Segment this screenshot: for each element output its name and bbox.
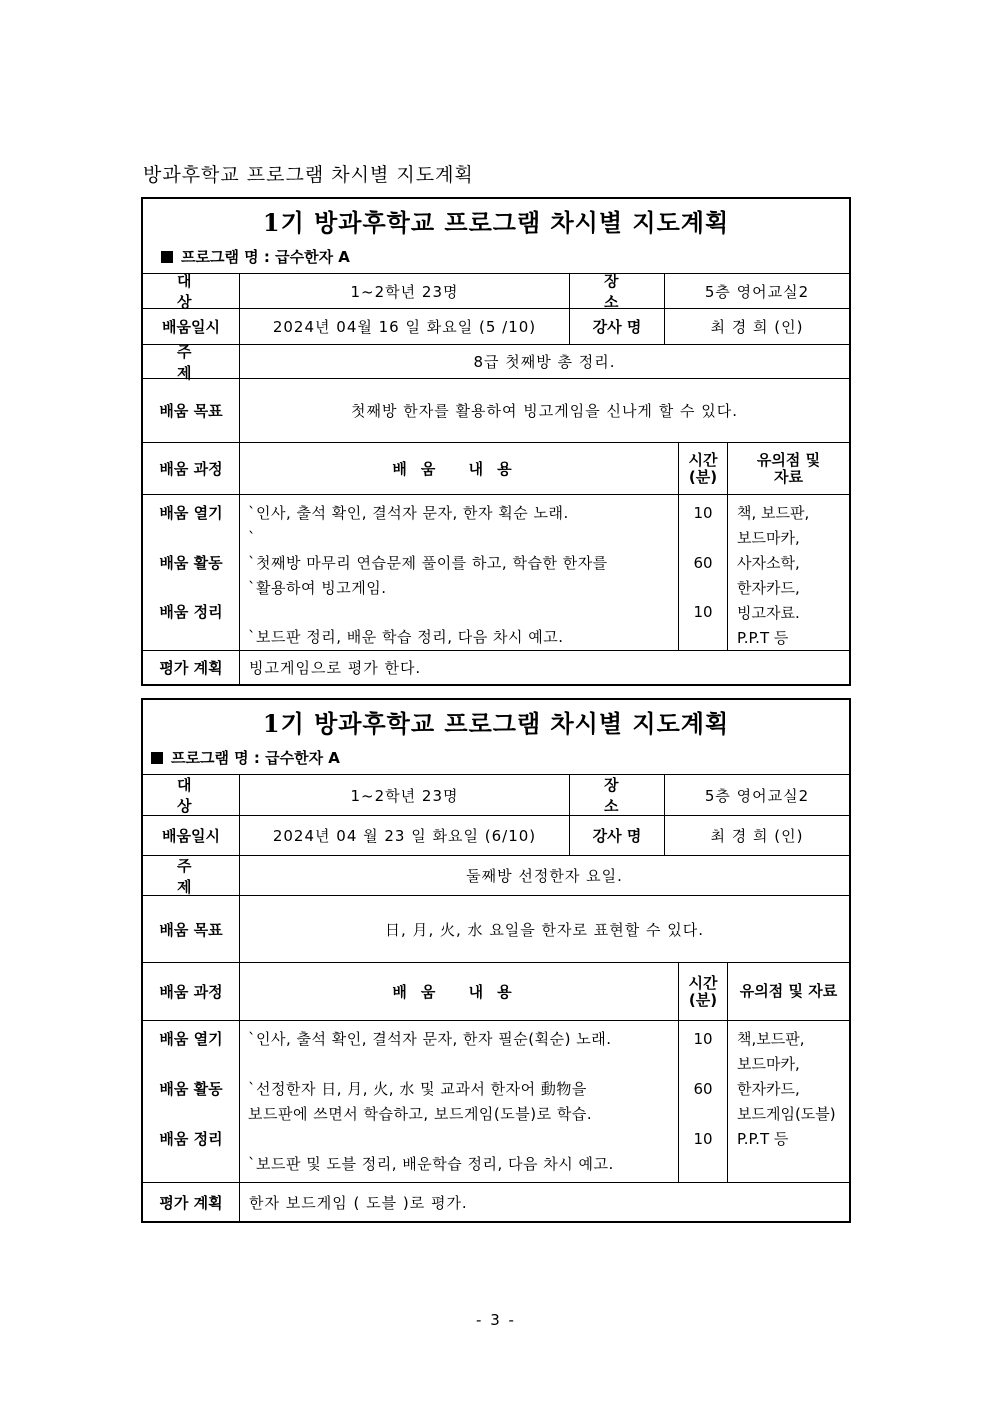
date-value: 2024년 04 월 23 일 화요일 (6/10) [240,816,570,855]
time-header-line2: (분) [688,990,718,1009]
evaluation-value: 한자 보드게임 ( 도블 )로 평가. [249,1193,468,1212]
teacher-label: 강사 명 [570,816,665,855]
step-label: 배움 정리 [159,603,223,622]
material-line: 보드마카, [737,1055,800,1073]
square-bullet-icon [161,251,173,263]
date-label: 배움일시 [143,816,240,855]
program-name [143,238,849,273]
content-line: ` [248,529,256,547]
materials-header-line1: 유의점 및 [756,450,821,469]
program-name-text: 프로그램 명 : 급수한자 A [171,749,340,767]
target-value: 1~2학년 23명 [240,775,570,815]
process-header: 배움 과정 [143,443,240,494]
target-label: 대상 [143,775,240,815]
date-label: 배움일시 [143,309,240,344]
time-value: 10 [693,1030,713,1048]
content-column [240,495,679,650]
evaluation-row [143,1183,849,1221]
goal-value: 첫째방 한자를 활용하여 빙고게임을 신나게 할 수 있다. [351,402,738,420]
time-value [679,1152,727,1177]
evaluation-row [143,651,849,684]
time-value [679,1052,727,1077]
goal-row [143,379,849,443]
goal-row [143,896,849,963]
process-body-row [143,1021,849,1183]
material-line: 책, 보드판, [737,504,810,522]
time-column [679,495,728,650]
plan-title: 1기 방과후학교 프로그램 차시별 지도계획 [262,709,730,738]
date-value: 2024년 04월 16 일 화요일 (5 /10) [240,309,570,344]
program-name-text: 프로그램 명 : 급수한자 A [181,248,350,266]
time-value [679,1102,727,1127]
time-value: 10 [693,603,713,622]
goal-label: 배움 목표 [143,896,240,962]
document-heading: 방과후학교 프로그램 차시별 지도계획 [143,164,474,186]
target-label: 대상 [143,274,240,308]
place-value: 5층 영어교실2 [704,786,810,805]
material-line: P.P.T 등 [737,1130,789,1148]
lesson-plan-1 [141,197,851,686]
content-header: 배움 내용 [240,963,679,1020]
time-header [679,443,728,494]
evaluation-label: 평가 계획 [143,1183,240,1221]
content-line: `인사, 출석 확인, 결석자 문자, 한자 필순(획순) 노래. [248,1030,612,1048]
materials-header [728,963,849,1020]
teacher-label: 강사 명 [570,309,665,344]
material-line: P.P.T 등 [737,629,789,647]
time-value: 10 [693,504,713,522]
topic-label: 주제 [143,345,240,378]
topic-row [143,342,849,382]
time-value: 10 [693,1130,713,1148]
time-value: 60 [693,1080,713,1098]
time-value [679,576,727,601]
process-header: 배움 과정 [143,963,240,1020]
evaluation-label: 평가 계획 [143,651,240,684]
process-header-row [143,443,849,495]
step-label [143,576,239,601]
materials-header-line2: 자료 [774,467,803,486]
step-label: 배움 열기 [159,1030,223,1048]
step-label [143,625,239,650]
topic-label: 주제 [143,856,240,895]
plan-header [143,700,849,775]
material-line: 빙고자료. [737,604,800,622]
time-value [679,625,727,650]
content-column [240,1021,679,1182]
target-value: 1~2학년 23명 [240,274,570,308]
place-label: 장소 [570,274,665,308]
content-line: `선정한자 日, 月, 火, 水 및 교과서 한자어 動物을 [248,1080,587,1098]
time-value: 60 [693,553,713,572]
lesson-plan-2 [141,698,851,1223]
place-value: 5층 영어교실2 [704,282,810,301]
topic-row [143,856,849,896]
time-value [679,526,727,551]
materials-column [728,495,849,650]
date-row [143,309,849,345]
page-number: - 3 - [476,1311,516,1329]
material-line: 한자카드, [737,579,800,597]
program-name [143,739,849,774]
time-column [679,1021,728,1182]
material-line: 한자카드, [737,1080,800,1098]
target-row [143,775,849,816]
step-label: 배움 정리 [159,1130,223,1148]
time-header-line2: (분) [688,467,718,486]
material-line: 책,보드판, [737,1030,805,1048]
plan-title: 1기 방과후학교 프로그램 차시별 지도계획 [262,208,730,237]
materials-column [728,1021,849,1182]
material-line: 보드마카, [737,529,800,547]
goal-label: 배움 목표 [143,379,240,442]
teacher-value: 최 경 희 (인) [710,827,804,845]
plan-header [143,199,849,274]
step-label [143,1052,239,1077]
content-header: 배움 내용 [240,443,679,494]
process-body-row [143,495,849,651]
materials-header-line1: 유의점 및 자료 [739,982,838,1000]
step-label [143,1152,239,1177]
time-header-line1: 시간 [688,973,718,992]
step-label [143,1102,239,1127]
goal-value: 日, 月, 火, 水 요일을 한자로 표현할 수 있다. [384,920,705,939]
content-line: `활용하여 빙고게임. [248,579,387,597]
square-bullet-icon [151,752,163,764]
content-line: 보드판에 쓰면서 학습하고, 보드게임(도블)로 학습. [248,1105,593,1123]
material-line: 사자소학, [737,554,800,572]
step-label [143,526,239,551]
content-line: `보드판 및 도블 정리, 배운학습 정리, 다음 차시 예고. [248,1155,614,1173]
time-header [679,963,728,1020]
time-header-line1: 시간 [688,450,718,469]
topic-value: 둘째방 선정한자 요일. [466,867,623,885]
evaluation-value: 빙고게임으로 평가 한다. [249,659,422,677]
step-label: 배움 열기 [159,504,223,522]
content-line: `보드판 정리, 배운 학습 정리, 다음 차시 예고. [248,628,564,646]
step-column [143,1021,240,1182]
content-line: `인사, 출석 확인, 결석자 문자, 한자 획순 노래. [248,504,569,522]
target-row [143,274,849,309]
teacher-value: 최 경 희 (인) [710,318,804,336]
step-label: 배움 활동 [159,553,223,572]
step-label: 배움 활동 [159,1080,223,1098]
place-label: 장소 [570,775,665,815]
content-line: `첫째방 마무리 연습문제 풀이를 하고, 학습한 한자를 [248,554,608,572]
step-column [143,495,240,650]
material-line: 보드게임(도블) [737,1105,836,1123]
date-row [143,816,849,856]
materials-header [728,443,849,494]
topic-value: 8급 첫째방 총 정리. [473,353,616,371]
process-header-row [143,963,849,1021]
